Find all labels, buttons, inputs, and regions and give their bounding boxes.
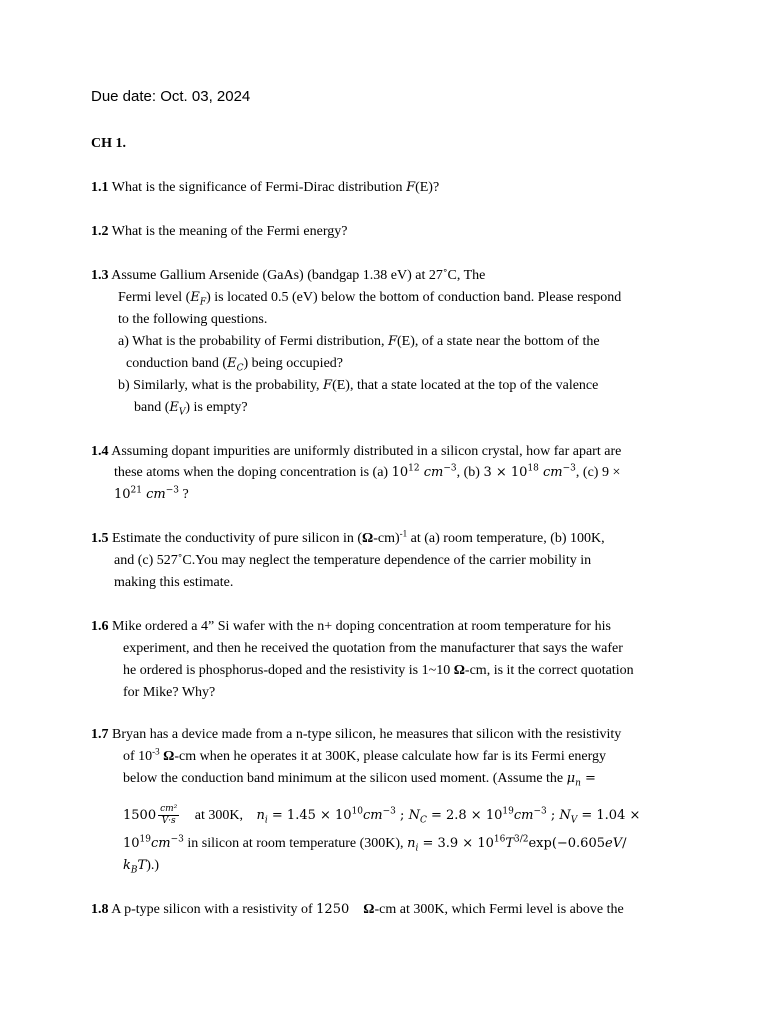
math-exp: −3	[443, 463, 457, 474]
text: A p-type silicon with a resistivity of	[108, 902, 317, 917]
math-var: N	[559, 808, 571, 823]
text: a) What is the probability of Fermi distribution,	[118, 334, 388, 349]
question-1-4	[91, 443, 621, 461]
math-exp: −3	[165, 485, 180, 496]
question-text: What is the meaning of the Fermi energy?	[108, 224, 348, 239]
question-number: 1.5	[91, 531, 109, 546]
math-value	[483, 465, 575, 480]
fraction	[158, 804, 179, 827]
text: b) Similarly, what is the probability,	[118, 378, 324, 393]
text: Fermi level (	[118, 290, 191, 305]
math-unit: cm	[146, 487, 166, 502]
math-num: = 1.45 × 10	[267, 808, 352, 823]
math-num: = 3.9 × 10	[418, 836, 494, 851]
text: conduction band (	[126, 356, 228, 371]
math-var: n	[407, 836, 416, 851]
math-sub: V	[570, 815, 578, 826]
question-1-2	[91, 223, 347, 241]
math-sep: ;	[395, 808, 409, 823]
ohm-symbol: Ω	[453, 663, 465, 678]
math-symbol	[227, 356, 244, 374]
question-1-5-line: making this estimate.	[114, 575, 234, 590]
math-value	[392, 465, 457, 480]
math-exp: 19	[502, 806, 514, 817]
question-1-6-line	[123, 662, 634, 680]
math-op: /	[622, 836, 627, 851]
question-number: 1.1	[91, 180, 109, 195]
text: he ordered is phosphorus-doped and the resistivity is 1~10	[123, 663, 454, 678]
math-sub: i	[264, 815, 268, 826]
question-number: 1.8	[91, 902, 109, 917]
text: , (b)	[456, 465, 484, 480]
math-num: = 2.8 × 10	[426, 808, 503, 823]
math-unit: cm	[423, 465, 444, 480]
question-1-3-part-b	[118, 377, 598, 395]
math-sub: B	[130, 865, 138, 876]
math-symbol: F	[323, 378, 333, 393]
question-1-3-part-b-line	[134, 399, 248, 417]
text: below the conduction band minimum at the silicon used moment. (Assume the	[123, 771, 567, 786]
question-1-4-line	[114, 464, 620, 482]
text: -cm when he operates it at 300K, please calculate how far is its Fermi energy	[174, 749, 607, 764]
question-number: 1.3	[91, 268, 109, 283]
question-number: 1.6	[91, 619, 109, 634]
fraction-denominator: V·s	[161, 816, 176, 827]
math-exp: −3	[170, 834, 184, 845]
text: -cm, is it the correct quotation	[464, 663, 634, 678]
math-value	[114, 487, 179, 502]
question-1-7-line	[123, 835, 626, 853]
math-var: n	[256, 808, 265, 823]
math-expression	[123, 858, 147, 876]
question-number: 1.2	[91, 224, 109, 239]
question-1-7-line	[123, 857, 159, 875]
chapter-heading: CH 1.	[91, 136, 126, 151]
question-1-7-line	[123, 748, 606, 766]
math-num: 3 × 10	[483, 465, 528, 480]
math-exp: 10	[351, 806, 364, 817]
text: ?	[179, 487, 189, 502]
math-exp: −3	[382, 806, 396, 817]
math-exp: 21	[130, 485, 142, 496]
math-symbol: F	[387, 334, 398, 349]
math-func: exp(−0.605	[528, 836, 605, 851]
math-exp: 3/2	[513, 834, 529, 845]
text: , (c) 9 ×	[575, 465, 621, 480]
math-num: 1250	[316, 902, 350, 917]
text: in silicon at room temperature (300K),	[183, 836, 408, 851]
math-num: 10	[114, 487, 131, 502]
math-var: T	[137, 858, 147, 873]
math-exp: 12	[408, 463, 420, 474]
ohm-symbol: Ω	[362, 531, 374, 546]
math-var: E	[169, 400, 179, 415]
math-var: k	[123, 858, 131, 873]
fraction-numerator: cm²	[160, 804, 178, 815]
question-1-3-part-a	[118, 333, 600, 351]
math-symbol	[169, 400, 186, 418]
question-1-1	[91, 179, 439, 197]
math-unit: cm	[151, 836, 171, 851]
text: at 300K,	[194, 808, 243, 823]
math-sub: n	[575, 778, 581, 789]
question-text: Assume Gallium Arsenide (GaAs) (bandgap 1.38 eV) at 27˚C, The	[108, 268, 486, 283]
math-sub: V	[178, 407, 186, 418]
math-var: E	[190, 290, 200, 305]
math-exp: 19	[139, 834, 151, 845]
math-num: 10	[391, 465, 409, 480]
math-sub: F	[199, 297, 207, 308]
math-exp: 18	[527, 463, 539, 474]
text: of 10	[123, 749, 153, 764]
question-text: (E)?	[415, 180, 440, 195]
question-1-6-line: for Mike? Why?	[123, 685, 216, 700]
text: Bryan has a device made from a n-type silicon, he measures that silicon with the resistivity	[108, 727, 622, 742]
text: ) is located 0.5 (eV) below the bottom of conduction band. Please respond	[206, 290, 622, 305]
ohm-symbol: Ω	[363, 902, 375, 917]
question-1-3-part-a-line	[126, 355, 343, 373]
text: -cm)	[373, 531, 400, 546]
question-1-4-line	[114, 486, 189, 504]
text: band (	[134, 400, 170, 415]
question-text: What is the significance of Fermi-Dirac distribution	[108, 180, 407, 195]
text: these atoms when the doping concentration is (a)	[114, 465, 392, 480]
math-unit: eV	[605, 836, 623, 851]
math-eq: =	[580, 771, 596, 786]
math-num: 10	[123, 836, 140, 851]
math-unit: cm	[363, 808, 383, 823]
math-symbol	[566, 771, 581, 789]
question-number: 1.4	[91, 444, 109, 459]
math-expression	[559, 808, 578, 826]
math-symbol: F	[406, 180, 416, 195]
math-unit: cm	[513, 808, 534, 823]
question-text: Assuming dopant impurities are uniformly distributed in a silicon crystal, how far apart are	[108, 444, 622, 459]
text: ).)	[146, 858, 160, 873]
math-value	[123, 836, 184, 851]
math-var: μ	[566, 771, 576, 786]
math-value	[268, 808, 396, 823]
math-exp: −3	[562, 463, 576, 474]
text: ) being occupied?	[243, 356, 343, 371]
question-1-8	[91, 901, 624, 919]
question-1-7-formula-line	[123, 804, 640, 828]
text: -cm at 300K, which Fermi level is above the	[374, 902, 624, 917]
text: (E), that a state located at the top of the valence	[332, 378, 599, 393]
math-num: 1500	[123, 808, 157, 823]
question-1-7	[91, 726, 621, 744]
math-num: = 1.04 ×	[577, 808, 641, 823]
math-expression	[256, 808, 268, 826]
math-exp: −3	[533, 806, 547, 817]
math-sub: C	[419, 815, 427, 826]
math-value	[427, 808, 547, 823]
question-number: 1.7	[91, 727, 109, 742]
text: ) is empty?	[185, 400, 248, 415]
text	[349, 902, 363, 917]
math-var: E	[227, 356, 237, 371]
superscript: -3	[152, 746, 160, 757]
math-unit: cm	[543, 465, 563, 480]
text: Estimate the conductivity of pure silicon in (	[108, 531, 362, 546]
math-var: T	[505, 836, 514, 851]
math-sub: i	[415, 843, 419, 854]
due-date: Due date: Oct. 03, 2024	[91, 88, 251, 105]
question-1-6-line: experiment, and then he received the quotation from the manufacturer that says the wafer	[123, 641, 623, 656]
question-1-6	[91, 618, 611, 636]
math-sep: ;	[546, 808, 560, 823]
question-1-3-line	[118, 289, 621, 307]
math-expression	[408, 808, 427, 826]
question-1-5-line: and (c) 527˚C.You may neglect the temperature dependence of the carrier mobility in	[114, 553, 592, 568]
text: Mike ordered a 4” Si wafer with the n+ doping concentration at room temperature for his	[108, 619, 611, 634]
question-1-5	[91, 530, 605, 548]
superscript: -1	[399, 528, 408, 539]
math-sub: C	[236, 363, 244, 374]
question-1-3-line: to the following questions.	[118, 312, 268, 327]
text: (E), of a state near the bottom of the	[397, 334, 600, 349]
math-exp: 16	[493, 834, 506, 845]
math-var: N	[408, 808, 420, 823]
ohm-symbol: Ω	[163, 749, 175, 764]
math-value	[418, 836, 626, 851]
math-expression	[407, 836, 419, 854]
question-1-3	[91, 267, 485, 285]
math-symbol	[190, 290, 207, 308]
question-1-7-line	[123, 770, 596, 788]
text: at (a) room temperature, (b) 100K,	[407, 531, 605, 546]
